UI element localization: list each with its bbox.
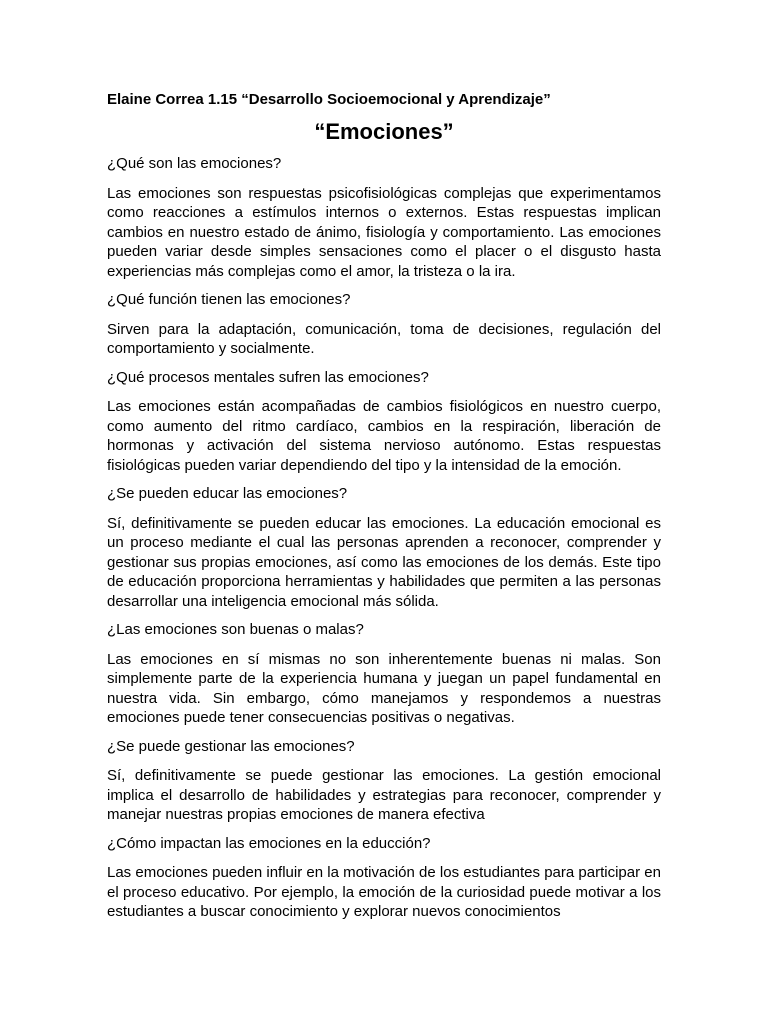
section-answer: Las emociones en sí mismas no son inherentemente buenas ni malas. Son simplemente parte de la experiencia humana y juegan un papel fundamental en nuestra vida. Sin embargo, cómo manejamos y respondemos a nuestras emociones puede tener consecuencias positivas o negativas. <box>107 650 661 726</box>
section-answer: Las emociones están acompañadas de cambios fisiológicos en nuestro cuerpo, como aumento del ritmo cardíaco, cambios en la respiración, liberación de hormonas y activación del sistema nervioso autónomo. Estas respuestas fisiológicas pueden variar dependiendo del tipo y la intensidad de la emoción. <box>107 398 661 474</box>
section-question: ¿Se puede gestionar las emociones? <box>107 737 355 755</box>
document-page <box>107 90 661 931</box>
section-question: ¿Qué son las emociones? <box>107 155 282 172</box>
section-answer: Las emociones son respuestas psicofisiológicas complejas que experimentamos como reacciones a estímulos internos o externos. Estas respuestas implican cambios en nuestro estado de ánimo, fisiología y comportamiento. Las emociones pueden variar desde simples sensaciones como el placer o el disgusto hasta experiencias más complejas como el amor, la tristeza o la ira. <box>107 184 661 280</box>
section-emotion-function <box>107 290 661 359</box>
section-question: ¿Qué función tienen las emociones? <box>107 291 351 308</box>
section-good-or-bad <box>107 620 661 728</box>
section-what-are-emotions <box>107 154 661 281</box>
document-header: Elaine Correa 1.15 “Desarrollo Socioemocional y Aprendizaje” <box>107 91 551 108</box>
section-question: ¿Las emociones son buenas o malas? <box>107 621 364 638</box>
section-answer: Las emociones pueden influir en la motivación de los estudiantes para participar en el proceso educativo. Por ejemplo, la emoción de la curiosidad puede motivar a los estudiantes a buscar conocimiento y explorar nuevos conocimientos <box>107 864 661 920</box>
section-educate-emotions <box>107 484 661 611</box>
section-answer: Sirven para la adaptación, comunicación, toma de decisiones, regulación del comportamiento y socialmente. <box>107 320 661 357</box>
section-question: ¿Se pueden educar las emociones? <box>107 485 348 502</box>
section-answer: Sí, definitivamente se puede gestionar las emociones. La gestión emocional implica el desarrollo de habilidades y estrategias para reconocer, comprender y manejar nuestras propias emociones de manera efectiva <box>107 767 661 823</box>
section-mental-processes <box>107 368 661 476</box>
document-title: “Emociones” <box>314 119 454 144</box>
section-answer: Sí, definitivamente se pueden educar las emociones. La educación emocional es un proceso mediante el cual las personas aprenden a reconocer, comprender y gestionar sus propias emociones, así como las emociones de los demás. Este tipo de educación proporciona herramientas y habilidades que permiten a las personas desarrollar una inteligencia emocional más sólida. <box>107 514 661 610</box>
section-impact-on-education <box>107 834 661 922</box>
section-manage-emotions <box>107 737 661 825</box>
section-question: ¿Cómo impactan las emociones en la educción? <box>107 834 431 852</box>
section-question: ¿Qué procesos mentales sufren las emociones? <box>107 368 429 386</box>
